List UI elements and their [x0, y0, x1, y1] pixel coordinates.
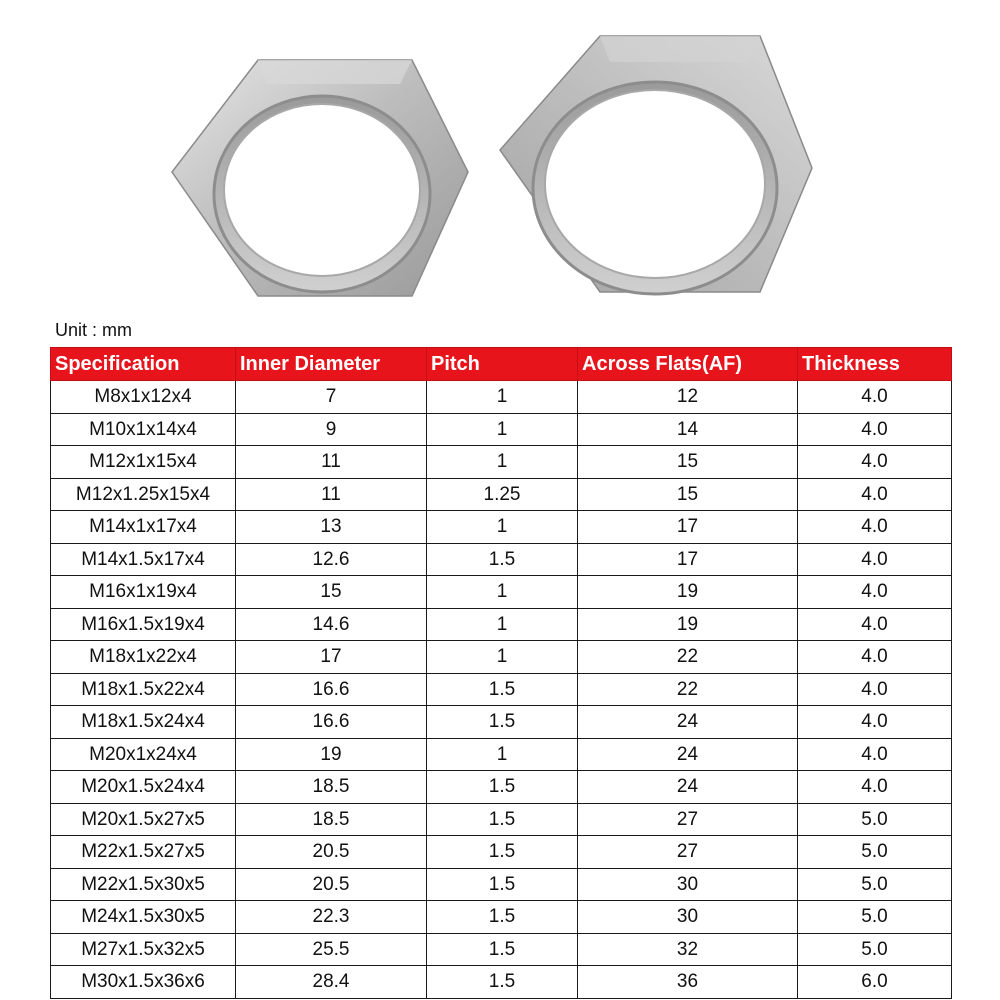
cell-thickness: 5.0: [798, 836, 952, 869]
cell-thickness: 6.0: [798, 966, 952, 999]
cell-across-flats: 19: [578, 576, 798, 609]
cell-pitch: 1: [427, 381, 578, 414]
cell-specification: M22x1.5x30x5: [51, 868, 236, 901]
cell-across-flats: 22: [578, 641, 798, 674]
table-row: [51, 608, 952, 641]
cell-specification: M12x1x15x4: [51, 446, 236, 479]
cell-across-flats: 12: [578, 381, 798, 414]
spec-table: [50, 347, 952, 999]
cell-specification: M18x1.5x24x4: [51, 706, 236, 739]
cell-across-flats: 24: [578, 771, 798, 804]
table-row: [51, 446, 952, 479]
table-row: [51, 543, 952, 576]
cell-specification: M8x1x12x4: [51, 381, 236, 414]
cell-thickness: 4.0: [798, 706, 952, 739]
unit-label: Unit : mm: [55, 320, 133, 340]
cell-specification: M10x1x14x4: [51, 413, 236, 446]
cell-inner-diameter: 9: [236, 413, 427, 446]
cell-specification: M14x1x17x4: [51, 511, 236, 544]
cell-specification: M30x1.5x36x6: [51, 966, 236, 999]
cell-pitch: 1.5: [427, 803, 578, 836]
cell-inner-diameter: 17: [236, 641, 427, 674]
cell-specification: M12x1.25x15x4: [51, 478, 236, 511]
cell-across-flats: 36: [578, 966, 798, 999]
col-header-pitch: Pitch: [427, 348, 578, 381]
cell-pitch: 1.5: [427, 868, 578, 901]
cell-pitch: 1.5: [427, 933, 578, 966]
cell-pitch: 1.5: [427, 673, 578, 706]
cell-inner-diameter: 18.5: [236, 771, 427, 804]
cell-thickness: 4.0: [798, 511, 952, 544]
cell-thickness: 4.0: [798, 478, 952, 511]
table-row: [51, 673, 952, 706]
table-row: [51, 511, 952, 544]
cell-across-flats: 24: [578, 738, 798, 771]
cell-across-flats: 32: [578, 933, 798, 966]
cell-across-flats: 17: [578, 543, 798, 576]
cell-pitch: 1: [427, 446, 578, 479]
table-row: [51, 641, 952, 674]
cell-pitch: 1: [427, 576, 578, 609]
cell-across-flats: 24: [578, 706, 798, 739]
cell-specification: M22x1.5x27x5: [51, 836, 236, 869]
table-row: [51, 933, 952, 966]
table-row: [51, 771, 952, 804]
cell-inner-diameter: 13: [236, 511, 427, 544]
cell-thickness: 4.0: [798, 641, 952, 674]
cell-pitch: 1: [427, 641, 578, 674]
cell-thickness: 5.0: [798, 803, 952, 836]
cell-specification: M16x1.5x19x4: [51, 608, 236, 641]
cell-pitch: 1.5: [427, 706, 578, 739]
cell-specification: M14x1.5x17x4: [51, 543, 236, 576]
cell-across-flats: 22: [578, 673, 798, 706]
cell-specification: M24x1.5x30x5: [51, 901, 236, 934]
cell-specification: M27x1.5x32x5: [51, 933, 236, 966]
col-header-specification: Specification: [51, 348, 236, 381]
col-header-thickness: Thickness: [798, 348, 952, 381]
cell-inner-diameter: 18.5: [236, 803, 427, 836]
table-row: [51, 413, 952, 446]
cell-inner-diameter: 14.6: [236, 608, 427, 641]
table-row: [51, 478, 952, 511]
cell-specification: M20x1.5x27x5: [51, 803, 236, 836]
table-row: [51, 381, 952, 414]
cell-thickness: 5.0: [798, 901, 952, 934]
cell-thickness: 5.0: [798, 933, 952, 966]
cell-across-flats: 30: [578, 868, 798, 901]
cell-specification: M18x1.5x22x4: [51, 673, 236, 706]
cell-pitch: 1.5: [427, 966, 578, 999]
header-row: [51, 348, 952, 381]
cell-across-flats: 27: [578, 803, 798, 836]
cell-pitch: 1: [427, 738, 578, 771]
cell-inner-diameter: 15: [236, 576, 427, 609]
cell-inner-diameter: 16.6: [236, 673, 427, 706]
cell-thickness: 4.0: [798, 608, 952, 641]
cell-thickness: 5.0: [798, 868, 952, 901]
cell-across-flats: 27: [578, 836, 798, 869]
table-row: [51, 868, 952, 901]
cell-pitch: 1.5: [427, 836, 578, 869]
cell-thickness: 4.0: [798, 771, 952, 804]
cell-pitch: 1: [427, 511, 578, 544]
cell-inner-diameter: 12.6: [236, 543, 427, 576]
cell-inner-diameter: 22.3: [236, 901, 427, 934]
cell-thickness: 4.0: [798, 673, 952, 706]
cell-thickness: 4.0: [798, 738, 952, 771]
cell-specification: M18x1x22x4: [51, 641, 236, 674]
table-row: [51, 966, 952, 999]
table-row: [51, 901, 952, 934]
cell-across-flats: 30: [578, 901, 798, 934]
cell-inner-diameter: 25.5: [236, 933, 427, 966]
cell-pitch: 1.5: [427, 543, 578, 576]
cell-inner-diameter: 28.4: [236, 966, 427, 999]
spec-table-body: [51, 381, 952, 999]
table-row: [51, 738, 952, 771]
cell-across-flats: 15: [578, 478, 798, 511]
cell-specification: M20x1x24x4: [51, 738, 236, 771]
cell-thickness: 4.0: [798, 446, 952, 479]
product-photo: [0, 0, 1000, 316]
cell-inner-diameter: 11: [236, 478, 427, 511]
cell-thickness: 4.0: [798, 381, 952, 414]
table-row: [51, 836, 952, 869]
cell-thickness: 4.0: [798, 413, 952, 446]
cell-pitch: 1.5: [427, 901, 578, 934]
cell-specification: M20x1.5x24x4: [51, 771, 236, 804]
cell-inner-diameter: 20.5: [236, 836, 427, 869]
cell-specification: M16x1x19x4: [51, 576, 236, 609]
cell-across-flats: 17: [578, 511, 798, 544]
hex-nut-right: [500, 36, 812, 294]
cell-inner-diameter: 16.6: [236, 706, 427, 739]
cell-across-flats: 15: [578, 446, 798, 479]
table-row: [51, 576, 952, 609]
cell-inner-diameter: 11: [236, 446, 427, 479]
table-row: [51, 803, 952, 836]
cell-thickness: 4.0: [798, 543, 952, 576]
table-row: [51, 706, 952, 739]
cell-pitch: 1: [427, 413, 578, 446]
cell-pitch: 1.25: [427, 478, 578, 511]
col-header-inner-diameter: Inner Diameter: [236, 348, 427, 381]
cell-pitch: 1.5: [427, 771, 578, 804]
cell-thickness: 4.0: [798, 576, 952, 609]
cell-across-flats: 19: [578, 608, 798, 641]
cell-inner-diameter: 19: [236, 738, 427, 771]
cell-inner-diameter: 7: [236, 381, 427, 414]
hex-nut-left: [172, 60, 468, 296]
cell-inner-diameter: 20.5: [236, 868, 427, 901]
cell-pitch: 1: [427, 608, 578, 641]
col-header-across-flats: Across Flats(AF): [578, 348, 798, 381]
cell-across-flats: 14: [578, 413, 798, 446]
